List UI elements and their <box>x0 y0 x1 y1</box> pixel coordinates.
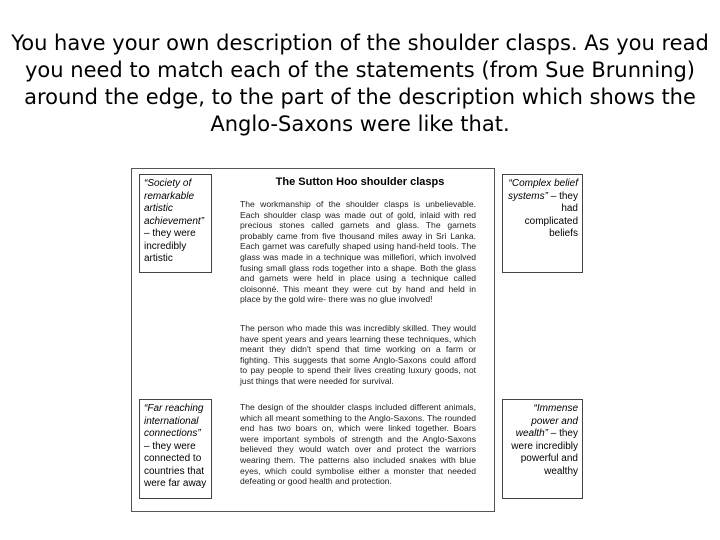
statement-box-beliefs <box>502 174 583 273</box>
statement-box-artistic <box>139 174 212 273</box>
statement-box-power <box>502 399 583 499</box>
statement-note: – they were connected to countries that were far away <box>144 440 207 489</box>
statement-quote: “Society of remarkable artistic achievement” <box>144 178 205 227</box>
statement-quote: “Immense power and wealth” <box>515 403 578 439</box>
instructions-heading: You have your own description of the shoulder clasps. As you read you need to match each of the statements (from Sue Brunning) around the edge, to the part of the description which shows the Anglo-Saxons were like that. <box>11 31 709 136</box>
description-paragraph: The design of the shoulder clasps included different animals, which all meant something to the Anglo-Saxons. The rounded end has two boars on, which were linked together. Boars were important symbols of strength and the Anglo-Saxons believed they would watch over and protect the warriors wearing them. The patterns also included snakes with blue eyes, which could symbolise either a monster that needed defeating or good health and protection. <box>240 402 476 487</box>
document-title: The Sutton Hoo shoulder clasps <box>275 176 445 188</box>
description-paragraph: The person who made this was incredibly skilled. They would have spent years and years learning these techniques, which meant they didn't spend that time working on a farm or fighting. This suggests that some Anglo-Saxons could afford to pay people to spend their lives creating luxury goods, not just things that were needed for survival. <box>240 323 476 386</box>
description-paragraph: The workmanship of the shoulder clasps is unbelievable. Each shoulder clasp was made out of gold, inlaid with red precious stones called garnets and glass. The garnets probably came from five thousand miles away in Sri Lanka. Each garnet was carefully shaped using hand-held tools. The glass was made in a technique was millefiori, which involved fusing small glass rods together into a shape. Both the glass and garnets were held in place using a technique called cloisonné. This meant they were cut by hand and held in place by the gold wire- there was no glue involved! <box>240 199 476 305</box>
statement-box-connections <box>139 399 212 499</box>
statement-note: – they were incredibly powerful and wealthy <box>511 428 578 477</box>
statement-note: – they had complicated beliefs <box>524 190 578 239</box>
statement-note: – they were incredibly artistic <box>144 228 196 264</box>
statement-quote: “Far reaching international connections” <box>144 403 204 439</box>
statement-quote: “Complex belief systems” <box>507 178 578 202</box>
